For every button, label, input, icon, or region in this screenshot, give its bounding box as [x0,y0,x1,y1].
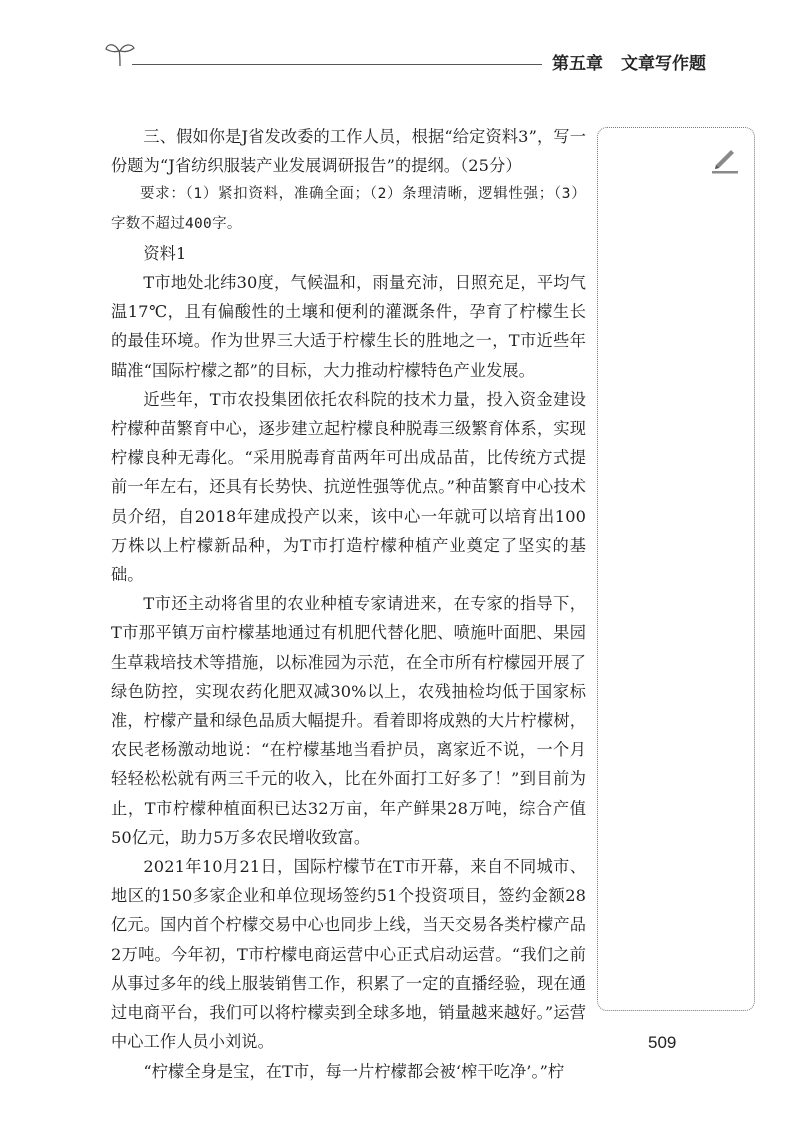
material-heading: 资料1 [143,243,187,263]
chapter-title: 文章写作题 [621,54,706,74]
material-paragraph: “柠檬全身是宝，在T市，每一片柠檬都会被‘榨干吃净’。”柠 [143,1061,565,1081]
question-requirements: 要求：（1）紧扣资料，准确全面；（2）条理清晰，逻辑性强；（3）字数不超过400字。 [111,186,586,232]
running-header [552,49,706,74]
material-paragraph: 2021年10月21日，国际柠檬节在T市开幕，来自不同城市、地区的150多家企业和单位现场签约51个投资项目，签约金额28亿元。国内首个柠檬交易中心也同步上线，当天交易各类柠檬产品2万吨。今年初，T市柠檬电商运营中心正式启动运营。“我们之前从事过多年的线上服装销售工作，积累了一定的直播经验，现在通过电商平台，我们可以将柠檬卖到全球多地，销量越来越好。”运营中心工作人员小刘说。 [111,857,586,1052]
header-rule [132,64,542,65]
notes-box [597,127,755,1011]
page-number: 509 [648,1033,677,1052]
question-prompt: 三、假如你是J省发改委的工作人员，根据“给定资料3”，写一份题为“J省纺织服装产业发展调研报告”的提纲。（25分） [111,127,586,176]
material-paragraph: 近些年，T市农投集团依托农科院的技术力量，投入资金建设柠檬种苗繁育中心，逐步建立起柠檬良种脱毒三级繁育体系，实现柠檬良种无毒化。“采用脱毒育苗两年可出成品苗，比传统方式提前一年左右，还具有长势快、抗逆性强等优点。”种苗繁育中心技术员介绍，自2018年建成投产以来，该中心一年就可以培育出100万株以上柠檬新品种，为T市打造柠檬种植产业奠定了坚实的基础。 [111,389,586,585]
pencil-icon [708,143,740,175]
chapter-label: 第五章 [552,54,603,74]
main-text [111,122,586,1086]
material-paragraph: T市还主动将省里的农业种植专家请进来，在专家的指导下，T市那平镇万亩柠檬基地通过有机肥代替化肥、喷施叶面肥、果园生草栽培技术等措施，以标准园为示范，在全市所有柠檬园开展了绿色防控，实现农药化肥双减30%以上，农残抽检均低于国家标准，柠檬产量和绿色品质大幅提升。看着即将成熟的大片柠檬树，农民老杨激动地说：“在柠檬基地当看护员，离家近不说，一个月轻轻松松就有两三千元的收入，比在外面打工好多了！”到目前为止，T市柠檬种植面积已达32万亩，年产鲜果28万吨，综合产值50亿元，助力5万多农民增收致富。 [111,594,586,847]
material-paragraph: T市地处北纬30度，气候温和，雨量充沛，日照充足，平均气温17℃，且有偏酸性的土壤和便利的灌溉条件，孕育了柠檬生长的最佳环境。作为世界三大适于柠檬生长的胜地之一，T市近些年瞄准“国际柠檬之都”的目标，大力推动柠檬特色产业发展。 [111,273,586,380]
